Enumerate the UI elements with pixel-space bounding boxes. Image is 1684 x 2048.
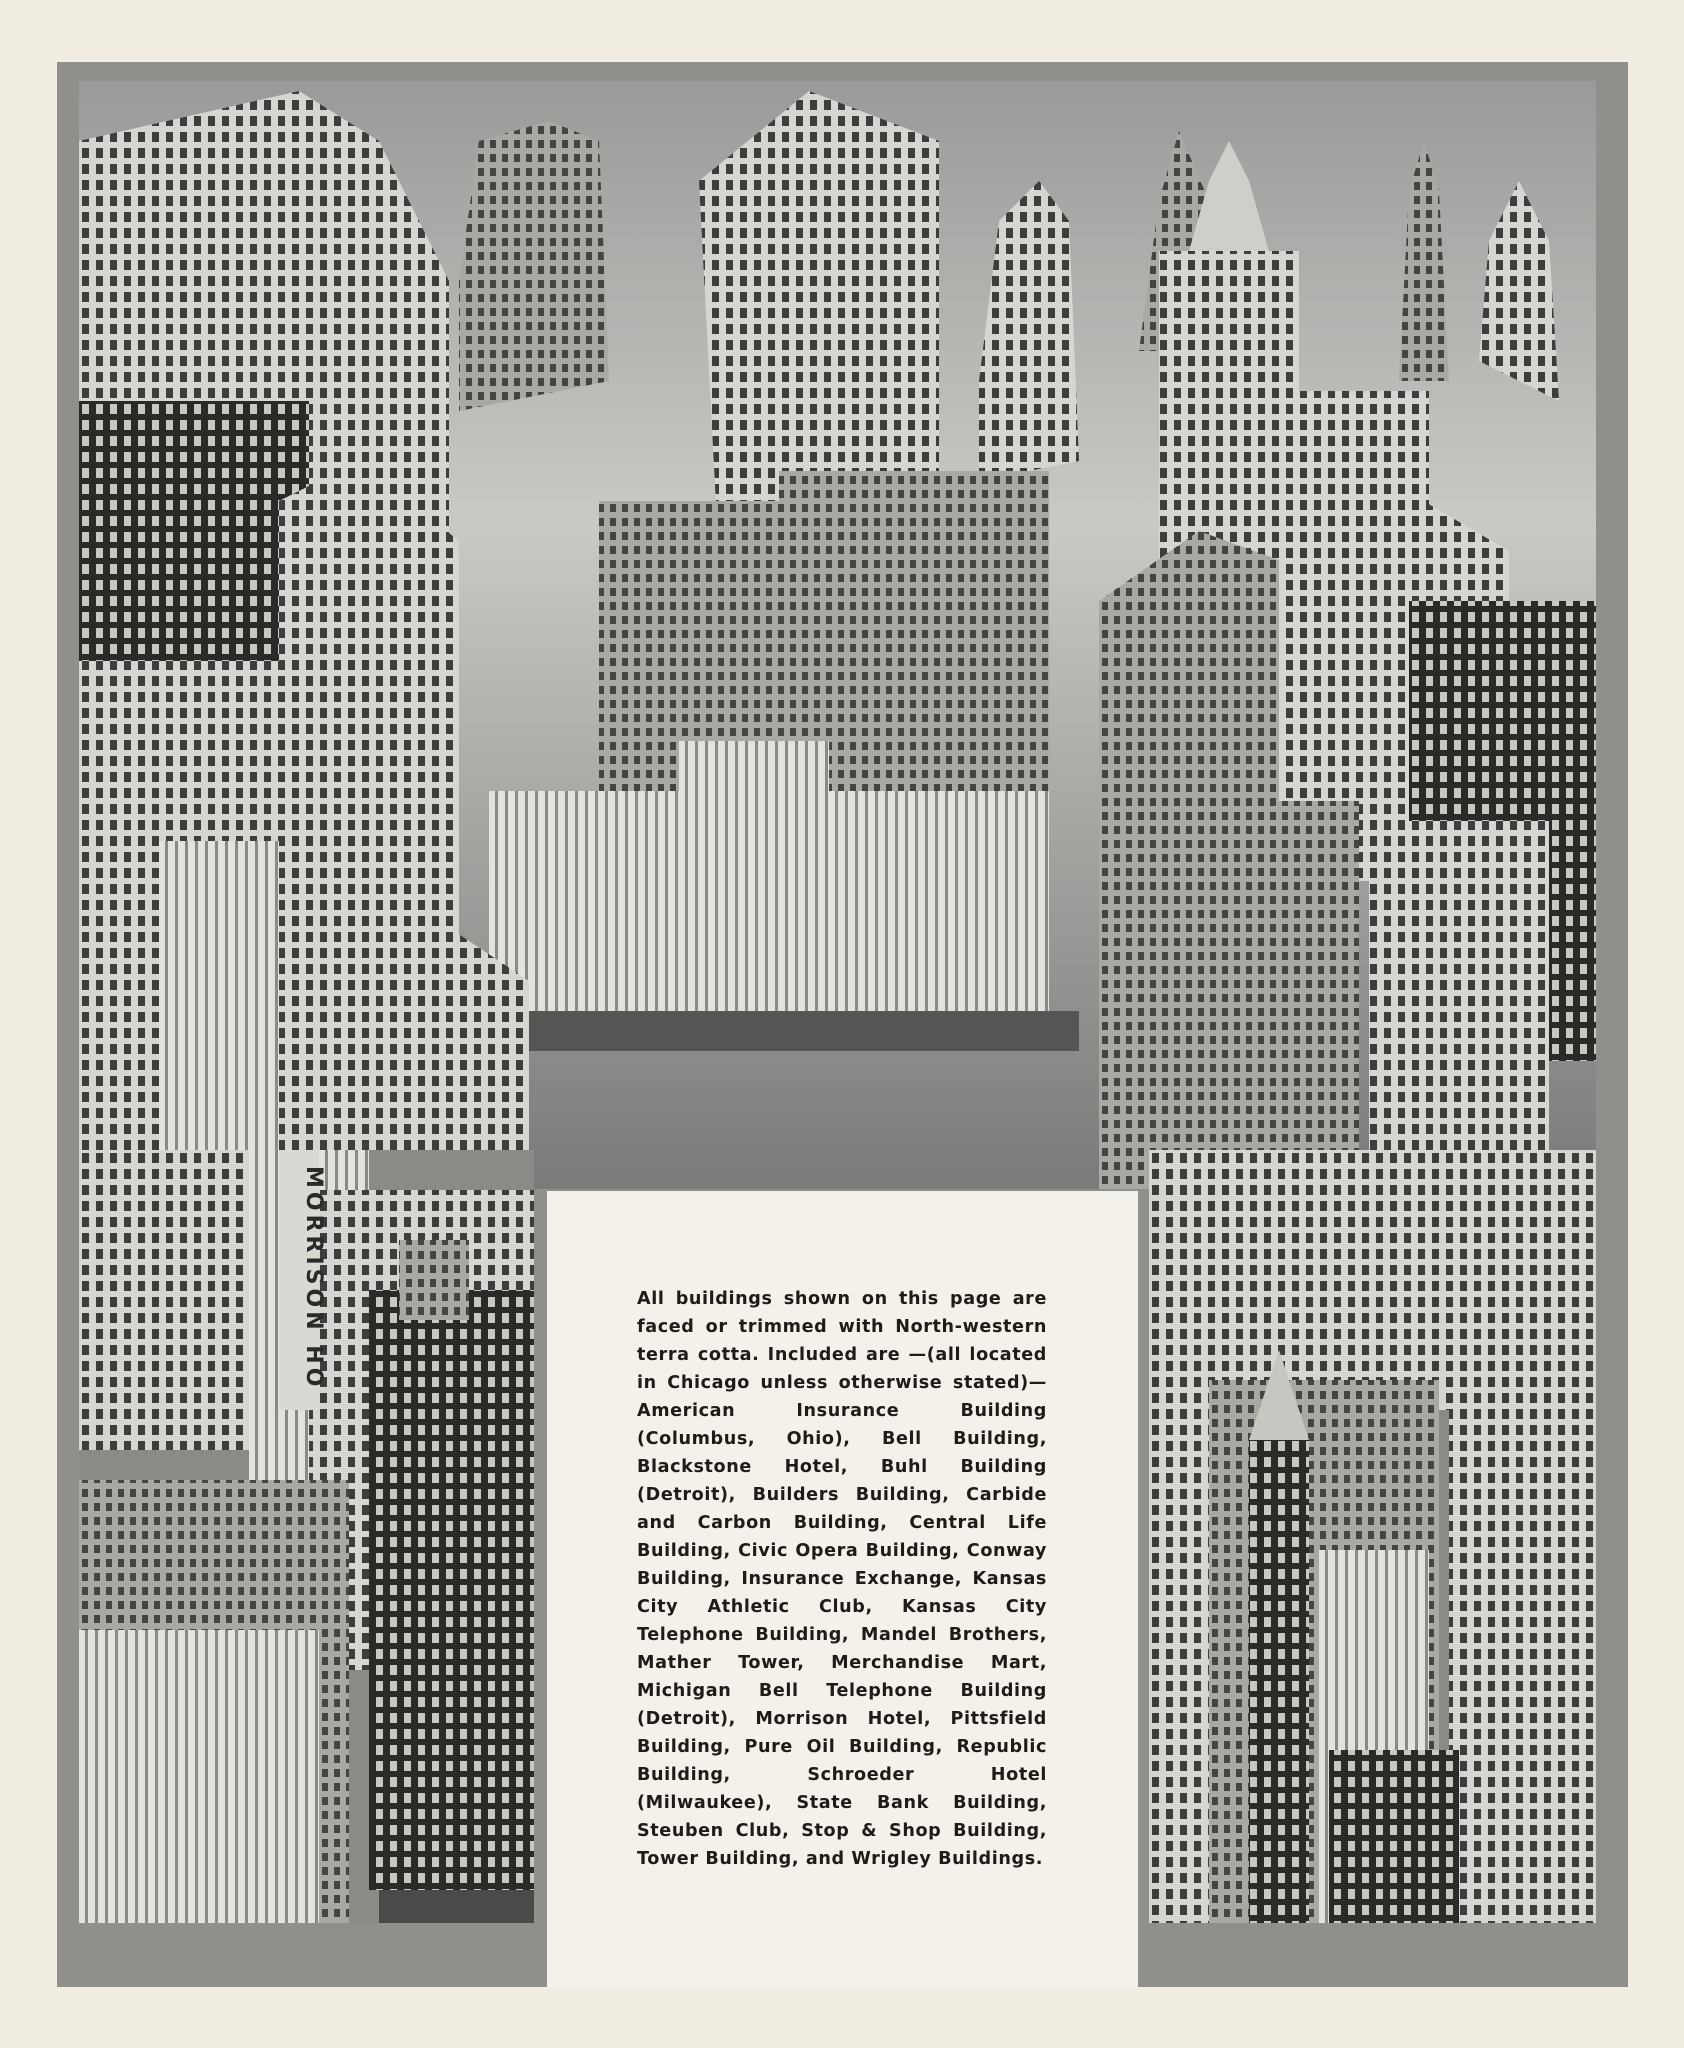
building-list-caption: All buildings shown on this page are faced or trimmed with North-western terra cotta. Included are —(all located in Chicago unless otherwise stated)—American Insurance Building (Columbus, Ohio), Bell Building, Blackstone Hotel, Buhl Building (Detroit), Builders Building, Carbide and Carbon Building, Central Life Building, Civic Opera Building, Conway Building, Insurance Exchange, Kansas City Athletic Club, Kansas City Telephone Building, Mandel Brothers, Mather Tower, Merchandise Mart, Michigan Bell Telephone Building (Detroit), Morrison Hotel, Pittsfield Building, Pure Oil Building, Republic Building, Schroeder Hotel (Milwaukee), State Bank Building, Steuben Club, Stop & Shop Building, Tower Building, and Wrigley Buildings. xyxy=(637,1289,1047,1869)
skyscraper-collage-photo xyxy=(79,81,1596,1189)
morrison-hotel-sign xyxy=(279,1150,326,1410)
svg-text:MORRISON HO: MORRISON HO xyxy=(301,1166,326,1391)
right-building-collage-photo xyxy=(1149,1150,1596,1923)
left-building-collage-photo xyxy=(79,1150,534,1923)
caption-panel xyxy=(547,1192,1138,1987)
